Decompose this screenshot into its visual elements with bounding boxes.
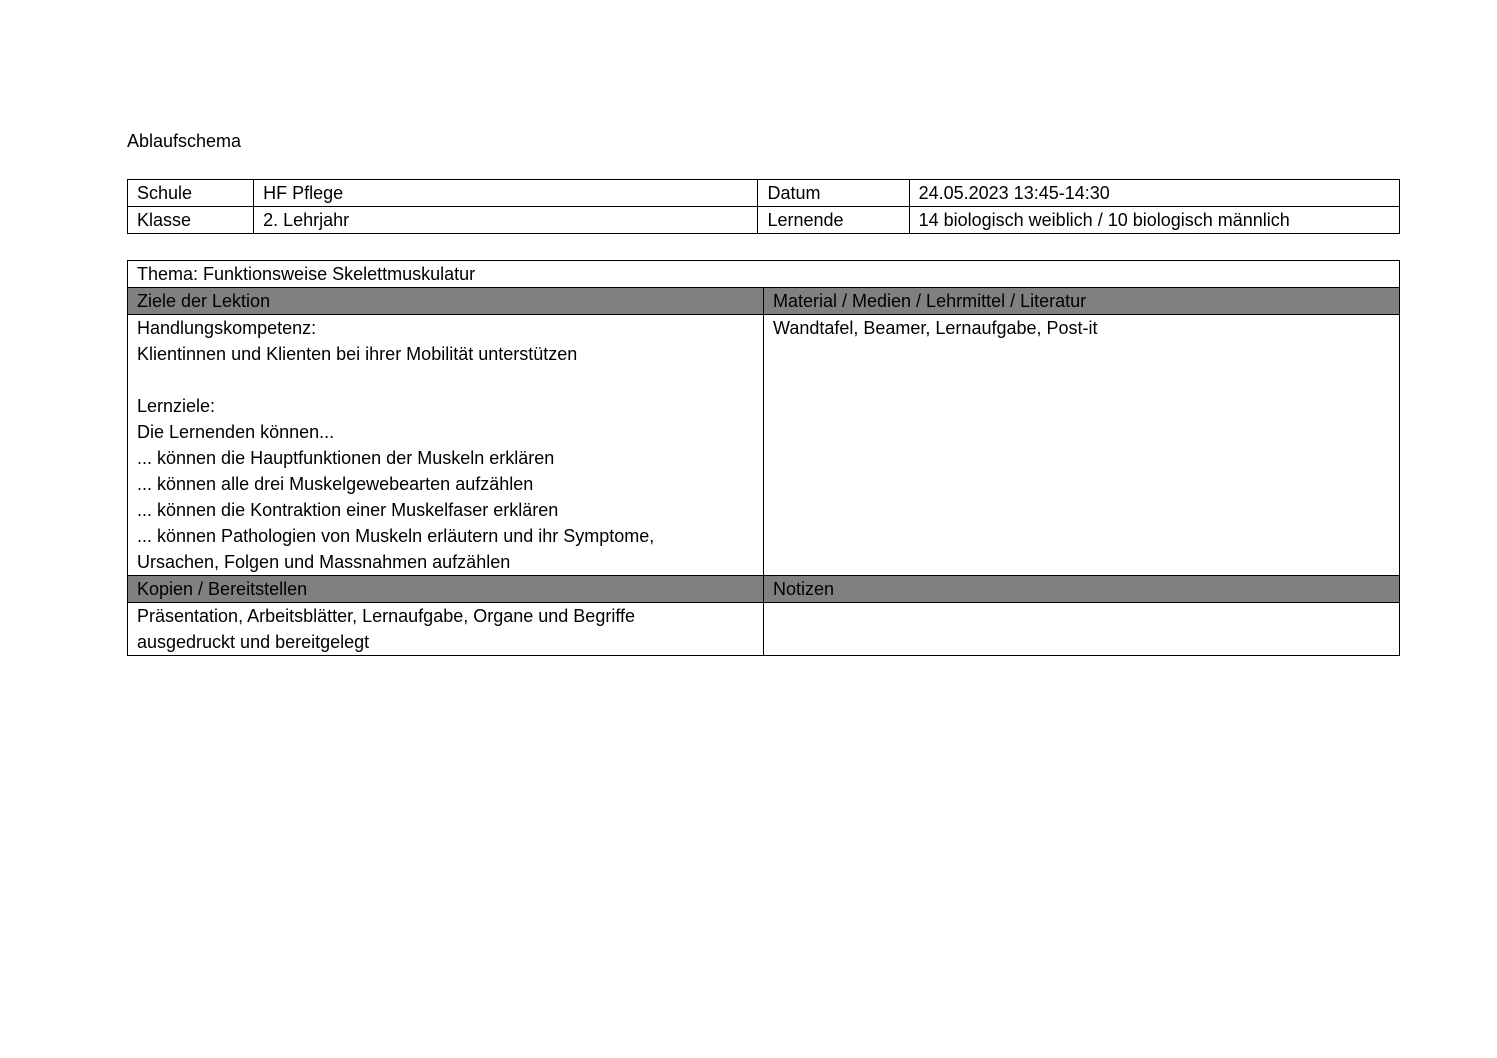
material-header: Material / Medien / Lehrmittel / Literatur xyxy=(764,288,1400,315)
info-row-class xyxy=(128,207,1400,234)
header-row-goals xyxy=(128,288,1400,315)
info-table xyxy=(127,179,1400,234)
objective-item: ... können alle drei Muskelgewebearten aufzählen xyxy=(137,474,534,494)
notes-cell xyxy=(764,603,1400,656)
info-row-school xyxy=(128,180,1400,207)
lesson-plan-table xyxy=(127,260,1400,656)
objectives-intro: Die Lernenden können... xyxy=(137,422,335,442)
goals-cell xyxy=(128,315,764,576)
competence-text: Klientinnen und Klienten bei ihrer Mobilität unterstützen xyxy=(137,344,578,364)
competence-label: Handlungskompetenz: xyxy=(137,318,317,338)
date-label: Datum xyxy=(758,180,909,207)
class-value: 2. Lehrjahr xyxy=(254,207,758,234)
material-cell xyxy=(764,315,1400,576)
learners-label: Lernende xyxy=(758,207,909,234)
spacer xyxy=(137,367,763,393)
theme-row xyxy=(128,261,1400,288)
goals-header: Ziele der Lektion xyxy=(128,288,764,315)
objective-item: ... können die Hauptfunktionen der Muskeln erklären xyxy=(137,448,555,468)
school-value: HF Pflege xyxy=(254,180,758,207)
copies-cell xyxy=(128,603,764,656)
copies-header: Kopien / Bereitstellen xyxy=(128,576,764,603)
objective-item: Ursachen, Folgen und Massnahmen aufzählen xyxy=(137,552,511,572)
header-row-copies xyxy=(128,576,1400,603)
goals-row xyxy=(128,315,1400,576)
class-label: Klasse xyxy=(128,207,254,234)
copies-row xyxy=(128,603,1400,656)
date-value: 24.05.2023 13:45-14:30 xyxy=(909,180,1399,207)
notes-header: Notizen xyxy=(764,576,1400,603)
objective-item: ... können Pathologien von Muskeln erläutern und ihr Symptome, xyxy=(137,526,655,546)
theme-cell: Thema: Funktionsweise Skelettmuskulatur xyxy=(128,261,1400,288)
objectives-label: Lernziele: xyxy=(137,396,216,416)
objective-item: ... können die Kontraktion einer Muskelfaser erklären xyxy=(137,500,559,520)
school-label: Schule xyxy=(128,180,254,207)
material-text: Wandtafel, Beamer, Lernaufgabe, Post-it xyxy=(773,318,1098,338)
learners-value: 14 biologisch weiblich / 10 biologisch männlich xyxy=(909,207,1399,234)
copies-line: ausgedruckt und bereitgelegt xyxy=(137,632,370,652)
copies-line: Präsentation, Arbeitsblätter, Lernaufgabe, Organe und Begriffe xyxy=(137,606,636,626)
document-title: Ablaufschema xyxy=(127,131,242,151)
